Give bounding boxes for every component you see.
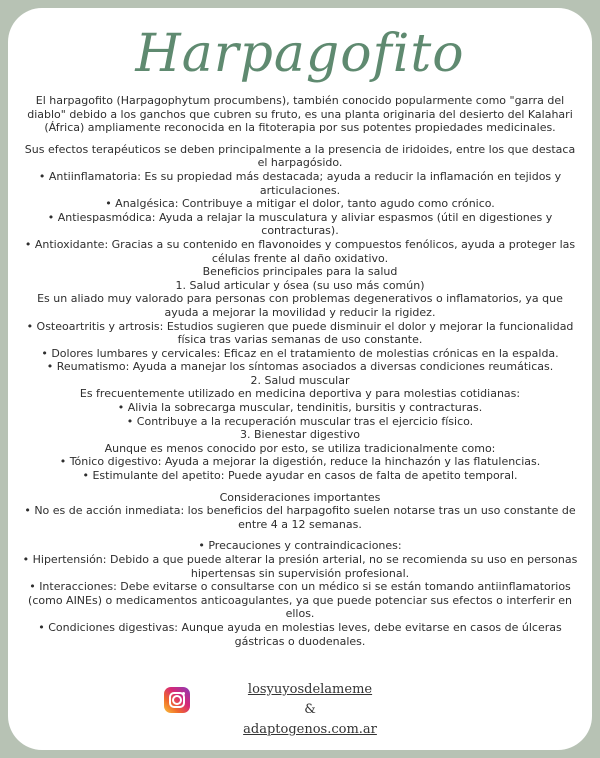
precaution-item: • Condiciones digestivas: Aunque ayuda en molestias leves, debe evitarse en casos de úlceras gástricas o duodenales. (38, 620, 562, 648)
section-item: • Dolores lumbares y cervicales: Eficaz en el tratamiento de molestias crónicas en la espalda. (41, 346, 559, 360)
content-body (20, 94, 580, 648)
section-heading: 3. Bienestar digestivo (239, 428, 361, 442)
precautions-heading: • Precauciones y contraindicaciones: (198, 539, 402, 553)
info-card (8, 8, 592, 750)
section-heading: 1. Salud articular y ósea (su uso más común) (175, 278, 425, 292)
considerations-heading: Consideraciones importantes (219, 490, 381, 504)
benefits-heading: Beneficios principales para la salud (202, 265, 398, 279)
effects-intro: Sus efectos terapéuticos se deben principalmente a la presencia de iridoides, entre los que destaca el harpagósido. (24, 142, 576, 170)
section-item: • Reumatismo: Ayuda a manejar los síntomas asociados a diversas condiciones reumáticas. (46, 360, 554, 374)
website-link[interactable]: adaptogenos.com.ar (243, 722, 377, 737)
section-intro: Es un aliado muy valorado para personas con problemas degenerativos o inflamatorios, ya que ayuda a mejorar la movilidad y reducir la rigidez. (37, 292, 563, 319)
precaution-item: • Interacciones: Debe evitarse o consultarse con un médico si se están tomando antiinflamatorios (como AINEs) o medicamentos anticoagulantes, ya que puede potenciar sus efectos o interferir en ellos. (28, 580, 572, 621)
effect-item: • Antioxidante: Gracias a su contenido en flavonoides y compuestos fenólicos, ayuda a proteger las células frente al daño oxidativo. (24, 237, 576, 265)
section-heading: 2. Salud muscular (250, 373, 350, 387)
page-title: Harpagofito (135, 24, 465, 84)
effect-item: • Analgésica: Contribuye a mitigar el dolor, tanto agudo como crónico. (105, 197, 495, 211)
section-intro: Es frecuentemente utilizado en medicina deportiva y para molestias cotidianas: (79, 387, 521, 401)
footer-links (220, 680, 400, 740)
section-intro: Aunque es menos conocido por esto, se utiliza tradicionalmente como: (104, 441, 496, 455)
effect-item: • Antiespasmódica: Ayuda a relajar la musculatura y aliviar espasmos (útil en digestiones y contracturas). (47, 210, 553, 238)
ampersand: & (304, 702, 316, 717)
intro-paragraph: El harpagofito (Harpagophytum procumbens), también conocido popularmente como "garra del diablo" debido a los ganchos que cubren su fruto, es una planta originaria del desierto del Kalahari (África) ampliamente reconocida en la fitoterapia por sus potentes propiedades medicinales. (27, 94, 573, 135)
section-item: • Alivia la sobrecarga muscular, tendinitis, bursitis y contracturas. (117, 401, 483, 415)
section-item: • Estimulante del apetito: Puede ayudar en casos de falta de apetito temporal. (82, 469, 518, 483)
section-item: • Osteoartritis y artrosis: Estudios sugieren que puede disminuir el dolor y mejorar la funcionalidad física tras varias semanas de uso constante. (26, 319, 574, 347)
section-item: • Tónico digestivo: Ayuda a mejorar la digestión, reduce la hinchazón y las flatulencias. (59, 455, 541, 469)
instagram-handle-link[interactable]: losyuyosdelameme (247, 682, 373, 697)
footer (8, 678, 592, 742)
section-item: • Contribuye a la recuperación muscular tras el ejercicio físico. (126, 414, 474, 428)
instagram-icon[interactable] (164, 687, 190, 713)
precaution-item: • Hipertensión: Debido a que puede alterar la presión arterial, no se recomienda su uso en personas hipertensas sin supervisión profesional. (22, 553, 578, 580)
considerations-item: • No es de acción inmediata: los beneficios del harpagofito suelen notarse tras un uso constante de entre 4 a 12 semanas. (24, 504, 576, 531)
effect-item: • Antiinflamatoria: Es su propiedad más destacada; ayuda a reducir la inflamación en tejidos y articulaciones. (38, 169, 562, 197)
